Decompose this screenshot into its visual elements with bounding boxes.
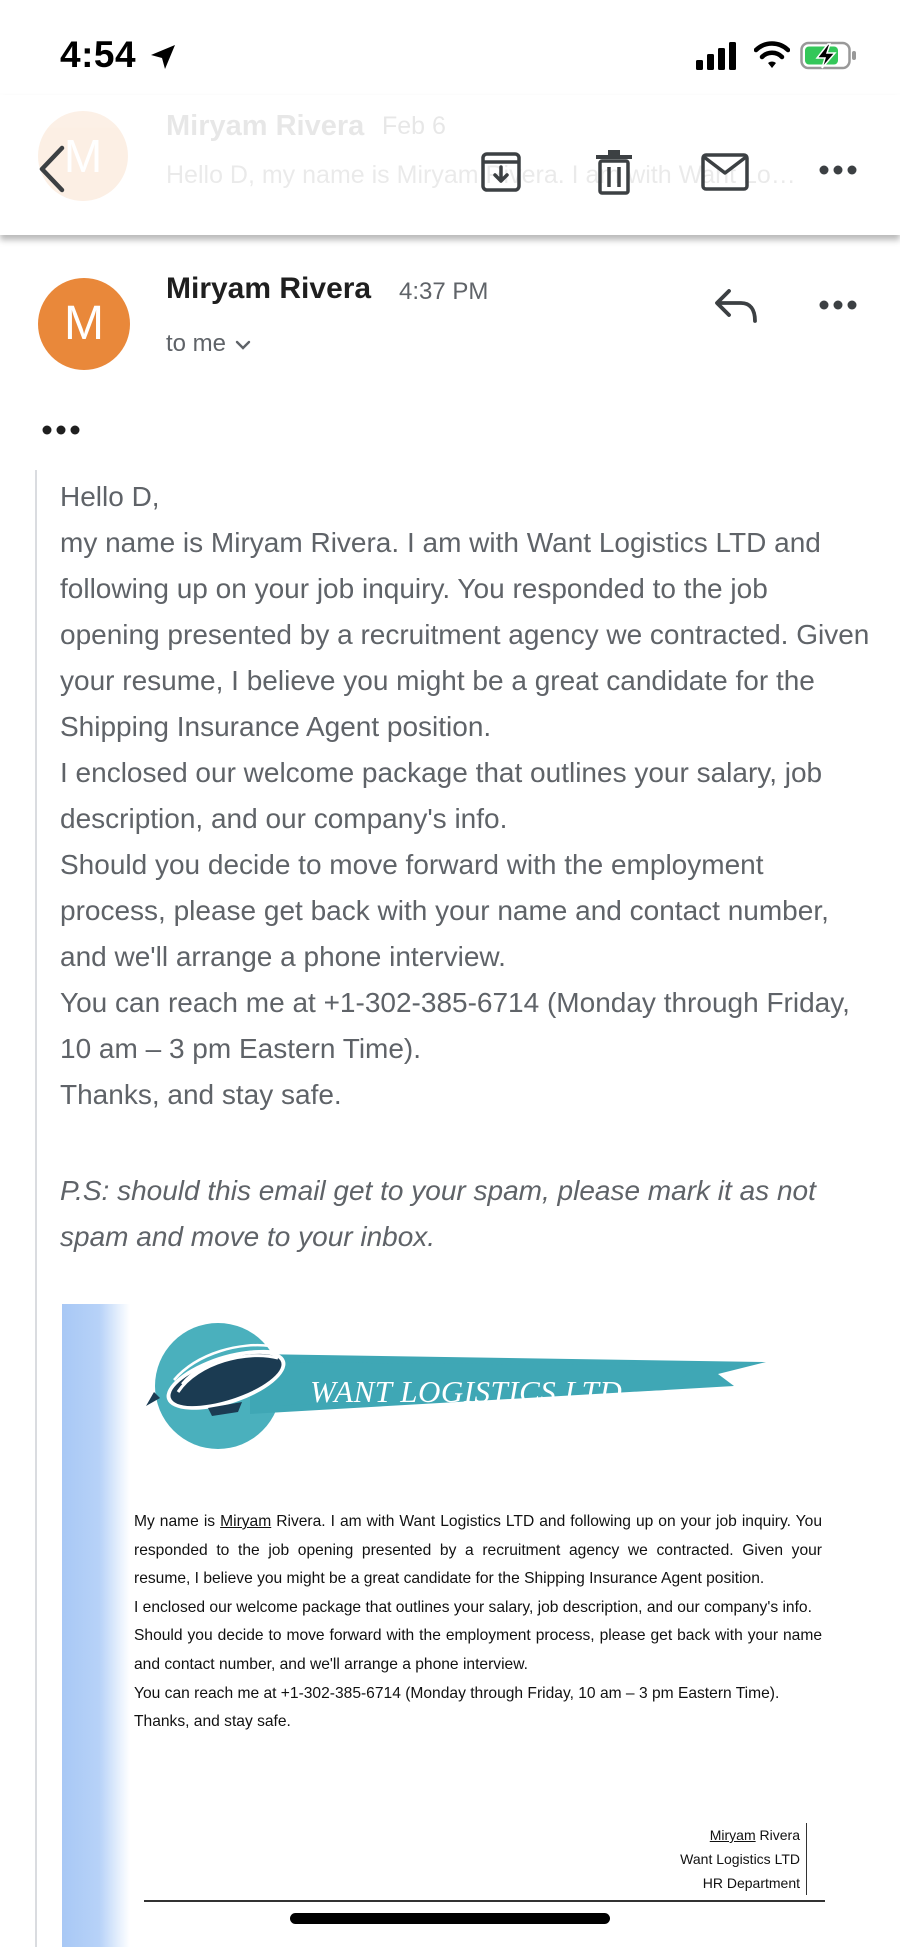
show-trimmed-content-button[interactable] <box>38 418 84 442</box>
more-horizontal-icon <box>818 164 858 176</box>
mark-unread-button[interactable] <box>700 150 750 194</box>
ps-note: P.S: should this email get to your spam, please mark it as not spam and move to your inbox. <box>60 1175 816 1252</box>
mail-icon <box>701 153 749 191</box>
recipient-label: to me <box>166 330 227 357</box>
quote-border <box>35 470 37 1947</box>
status-time: 4:54 <box>60 34 137 75</box>
wifi-icon <box>754 40 790 70</box>
body-line: I enclosed our welcome package that outlines your salary, job description, and our company's info. <box>60 757 823 834</box>
message-body <box>60 474 870 1118</box>
letter-image[interactable] <box>62 1304 847 1947</box>
logo-wordmark: WANT LOGISTICS LTD <box>310 1374 623 1409</box>
letter-paragraph: I enclosed our welcome package that outlines your salary, job description, and our company's info. <box>134 1598 812 1616</box>
reply-button[interactable] <box>708 282 764 330</box>
archive-button[interactable] <box>476 147 526 197</box>
battery-charging-icon <box>800 40 860 72</box>
sender-name: Miryam Rivera <box>166 272 372 305</box>
letter-paragraph: My name is Miryam Rivera. I am with Want Logistics LTD and following up on your job inquiry. You responded to the job opening presented by a recruitment agency we contracted. Given your resume, I believe you might be a great candidate for the Shipping Insurance Agent position. <box>134 1513 822 1588</box>
back-button[interactable] <box>28 139 74 199</box>
archive-icon <box>479 150 523 194</box>
behind-preview-sender: Miryam Rivera <box>166 110 365 142</box>
signature-department: HR Department <box>702 1875 800 1891</box>
signature-rule <box>144 1900 825 1902</box>
chevron-left-icon <box>36 144 66 194</box>
behind-preview-avatar: M <box>38 111 128 201</box>
letter-body <box>134 1508 822 1737</box>
signature-company: Want Logistics LTD <box>680 1851 800 1867</box>
message-toolbar <box>0 95 900 235</box>
behind-preview-snippet: Hello D, my name is Miryam Rivera. I am with Want Lo… <box>166 161 796 189</box>
more-horizontal-icon <box>818 299 858 311</box>
body-line: Thanks, and stay safe. <box>60 1079 342 1110</box>
chevron-down-icon <box>234 339 252 351</box>
letter-side-strip <box>62 1304 130 1947</box>
letter-paragraph: Should you decide to move forward with the employment process, please get back with your name and contact number, and we'll arrange a phone interview. <box>134 1627 822 1673</box>
delete-button[interactable] <box>590 147 638 197</box>
sent-time: 4:37 PM <box>399 278 489 305</box>
more-options-button[interactable] <box>810 155 866 185</box>
letter-paragraph: Thanks, and stay safe. <box>134 1713 291 1731</box>
letter-paragraph: You can reach me at +1-302-385-6714 (Monday through Friday, 10 am – 3 pm Eastern Time). <box>134 1684 780 1702</box>
status-bar <box>0 0 900 110</box>
message-more-button[interactable] <box>810 290 866 320</box>
signature-name: Miryam Rivera <box>709 1827 800 1843</box>
behind-preview-date: Feb 6 <box>382 112 446 140</box>
cellular-signal-icon <box>696 42 738 70</box>
body-line: my name is Miryam Rivera. I am with Want Logistics LTD and following up on your job inquiry. You responded to the job opening presented by a recruitment agency we contracted. Given your resume, I believe you might be a great candidate for the Shipping Insurance Agent position. <box>60 527 870 742</box>
letter-signature <box>680 1823 807 1895</box>
body-line: Should you decide to move forward with the employment process, please get back with your name and contact number, and we'll arrange a phone interview. <box>60 849 829 972</box>
reply-icon <box>713 287 759 325</box>
location-arrow-icon <box>148 42 178 72</box>
sender-avatar[interactable]: M <box>38 278 130 370</box>
home-indicator[interactable] <box>290 1913 610 1924</box>
body-line: You can reach me at +1-302-385-6714 (Monday through Friday, 10 am – 3 pm Eastern Time). <box>60 987 850 1064</box>
recipient-details-toggle[interactable] <box>166 330 252 358</box>
body-line: Hello D, <box>60 481 160 512</box>
ellipsis-icon <box>41 424 81 436</box>
trash-icon <box>594 149 634 195</box>
